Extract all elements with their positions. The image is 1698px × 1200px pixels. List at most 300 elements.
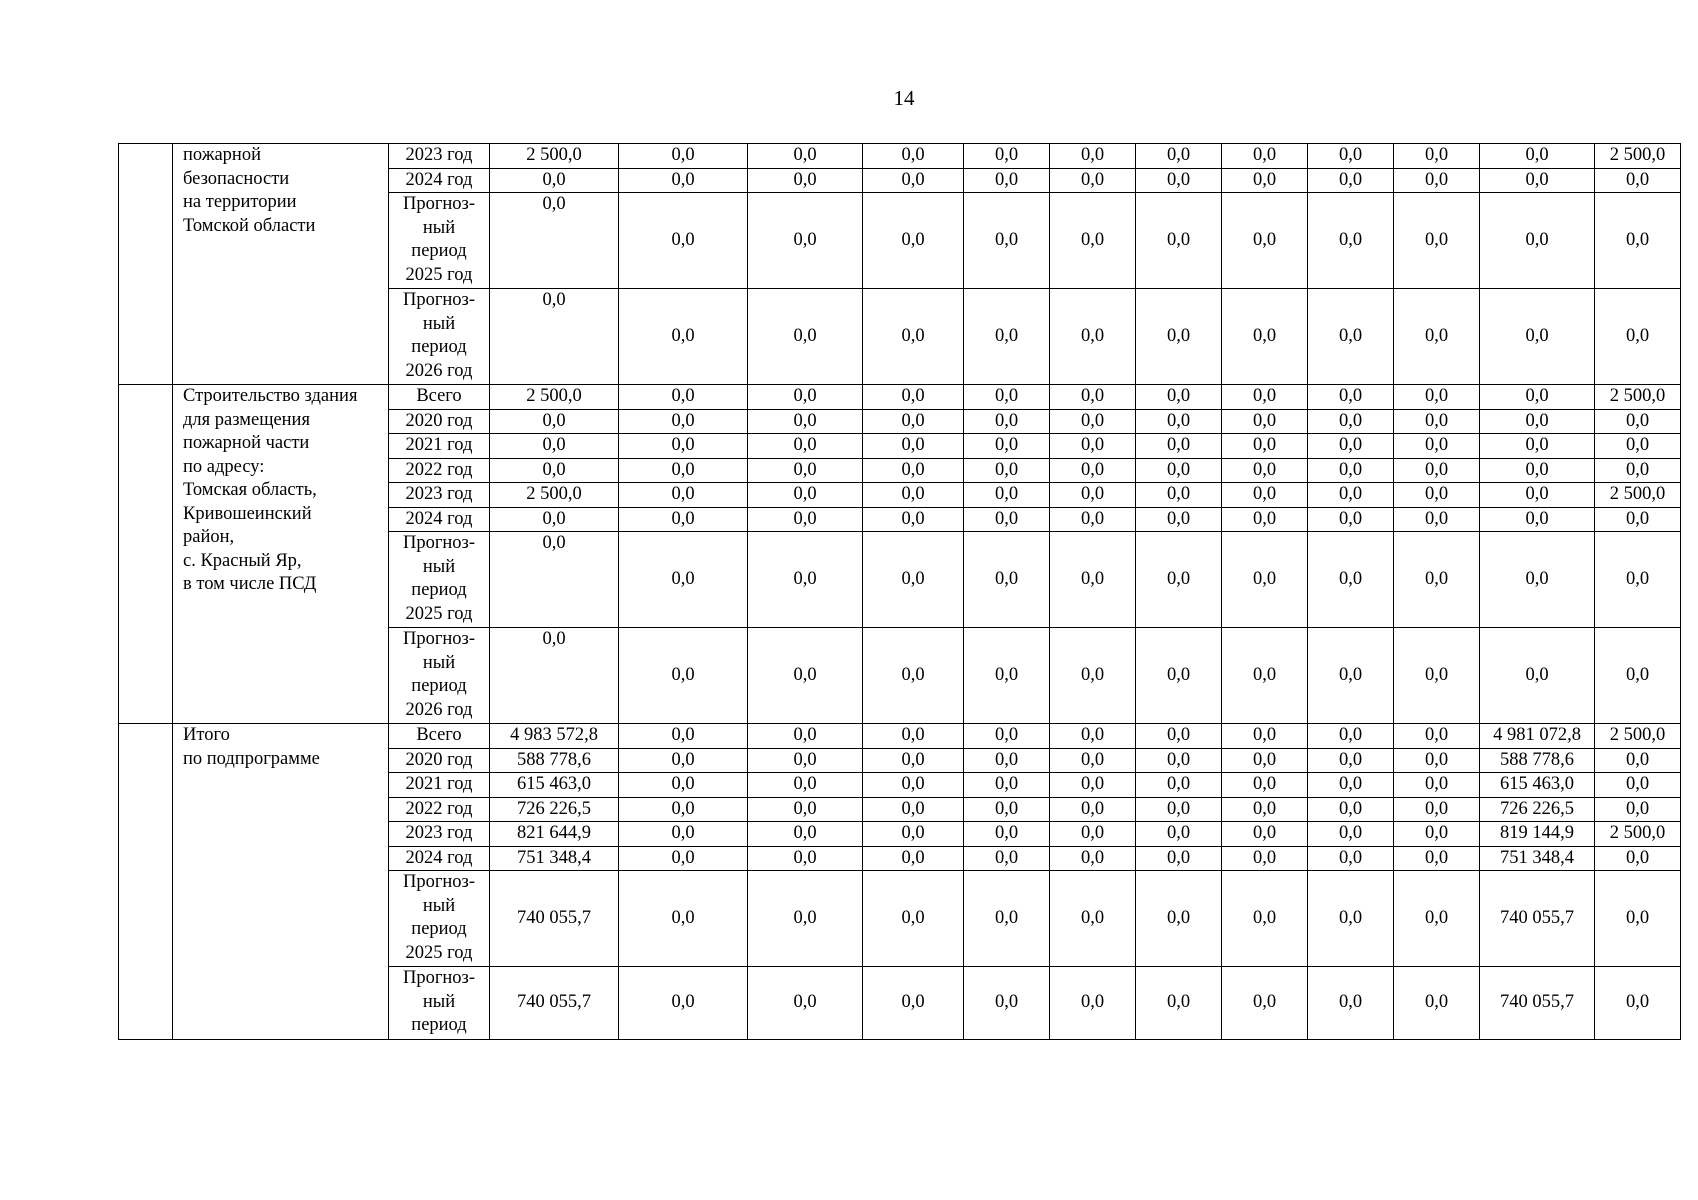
value-cell: 0,0	[619, 144, 748, 169]
period-cell	[389, 628, 490, 724]
total-cell: 615 463,0	[490, 773, 619, 798]
value-cell: 0,0	[619, 385, 748, 410]
value-cell: 0,0	[964, 193, 1050, 289]
value-cell: 0,0	[1222, 748, 1308, 773]
value-cell: 2 500,0	[1595, 822, 1681, 847]
period-cell	[389, 458, 490, 483]
period-cell	[389, 748, 490, 773]
item-name-line: в том числе ПСД	[183, 574, 317, 594]
period-line: период	[411, 241, 467, 261]
value-cell: 0,0	[619, 458, 748, 483]
value-cell: 0,0	[748, 507, 863, 532]
value-cell: 0,0	[863, 193, 964, 289]
value-cell: 0,0	[1480, 144, 1595, 169]
period-cell	[389, 289, 490, 385]
value-cell: 0,0	[1050, 434, 1136, 459]
value-cell: 0,0	[1222, 168, 1308, 193]
period-line: 2023 год	[405, 145, 473, 165]
value-cell: 0,0	[1308, 773, 1394, 798]
value-cell: 0,0	[863, 773, 964, 798]
value-cell: 2 500,0	[1595, 385, 1681, 410]
period-line: 2025 год	[405, 264, 473, 285]
item-name-line: по подпрограмме	[183, 748, 320, 769]
value-cell: 0,0	[1480, 168, 1595, 193]
value-cell: 0,0	[619, 532, 748, 628]
item-name-cell	[173, 144, 389, 385]
period-cell	[389, 168, 490, 193]
period-line: 2021 год	[405, 435, 473, 455]
value-cell: 0,0	[748, 846, 863, 871]
value-cell: 2 500,0	[1595, 144, 1681, 169]
value-cell: 0,0	[1308, 532, 1394, 628]
value-cell: 0,0	[1394, 168, 1480, 193]
total-cell: 2 500,0	[490, 144, 619, 169]
value-cell: 0,0	[1136, 434, 1222, 459]
value-cell: 0,0	[964, 724, 1050, 749]
value-cell: 0,0	[1308, 628, 1394, 724]
period-line: 2020 год	[405, 749, 473, 770]
value-cell: 0,0	[1595, 967, 1681, 1040]
value-cell: 0,0	[1050, 628, 1136, 724]
item-name-line: на территории	[183, 192, 297, 212]
value-cell: 0,0	[619, 846, 748, 871]
value-cell: 0,0	[1595, 168, 1681, 193]
value-cell: 0,0	[1222, 458, 1308, 483]
value-cell: 0,0	[748, 434, 863, 459]
value-cell: 0,0	[1050, 168, 1136, 193]
value-cell: 0,0	[619, 289, 748, 385]
period-cell	[389, 483, 490, 508]
value-cell: 0,0	[964, 773, 1050, 798]
value-cell: 0,0	[619, 773, 748, 798]
value-cell: 0,0	[1595, 193, 1681, 289]
value-cell: 0,0	[1394, 483, 1480, 508]
value-cell: 0,0	[863, 483, 964, 508]
value-cell: 0,0	[863, 434, 964, 459]
period-cell	[389, 532, 490, 628]
value-cell: 0,0	[1595, 532, 1681, 628]
total-cell: 2 500,0	[490, 483, 619, 508]
value-cell: 0,0	[1480, 458, 1595, 483]
value-cell: 0,0	[1222, 507, 1308, 532]
value-cell: 0,0	[1308, 168, 1394, 193]
period-line: период	[411, 337, 467, 357]
value-cell: 0,0	[1222, 289, 1308, 385]
total-cell: 0,0	[490, 458, 619, 483]
value-cell: 0,0	[964, 385, 1050, 410]
value-cell: 0,0	[748, 532, 863, 628]
period-cell	[389, 773, 490, 798]
value-cell: 0,0	[1394, 507, 1480, 532]
period-cell	[389, 434, 490, 459]
value-cell: 0,0	[1136, 846, 1222, 871]
value-cell: 0,0	[1394, 967, 1480, 1040]
value-cell: 0,0	[1308, 458, 1394, 483]
item-name-line: пожарной	[183, 145, 261, 165]
item-name-cell	[173, 724, 389, 1040]
budget-table	[118, 143, 1681, 1040]
period-cell	[389, 724, 490, 749]
value-cell: 0,0	[1480, 289, 1595, 385]
value-cell: 0,0	[1480, 193, 1595, 289]
value-cell: 0,0	[1136, 724, 1222, 749]
value-cell: 0,0	[1050, 409, 1136, 434]
value-cell: 0,0	[1136, 458, 1222, 483]
period-line: 2023 год	[405, 823, 473, 843]
value-cell: 0,0	[863, 532, 964, 628]
value-cell: 0,0	[1050, 385, 1136, 410]
value-cell: 0,0	[1394, 797, 1480, 822]
period-line: Прогноз-	[402, 968, 476, 988]
value-cell: 0,0	[1394, 385, 1480, 410]
page-number: 14	[893, 86, 915, 110]
value-cell: 0,0	[1222, 409, 1308, 434]
item-name-line: пожарной части	[183, 433, 310, 453]
value-cell: 0,0	[748, 748, 863, 773]
value-cell: 0,0	[1308, 724, 1394, 749]
value-cell: 0,0	[619, 507, 748, 532]
period-line: ный	[422, 991, 456, 1012]
period-cell	[389, 797, 490, 822]
value-cell: 0,0	[748, 458, 863, 483]
table-row	[119, 724, 1681, 749]
value-cell: 0,0	[1394, 193, 1480, 289]
value-cell: 0,0	[1050, 797, 1136, 822]
value-cell: 0,0	[1222, 724, 1308, 749]
value-cell: 0,0	[619, 967, 748, 1040]
value-cell: 0,0	[964, 532, 1050, 628]
item-name-line: для размещения	[183, 409, 310, 430]
value-cell: 0,0	[619, 822, 748, 847]
value-cell: 0,0	[1308, 967, 1394, 1040]
period-line: 2026 год	[405, 699, 473, 720]
value-cell: 0,0	[1595, 409, 1681, 434]
value-cell: 0,0	[1308, 289, 1394, 385]
value-cell: 0,0	[748, 822, 863, 847]
row-number-cell	[119, 144, 173, 385]
value-cell: 0,0	[1136, 871, 1222, 967]
period-line: 2025 год	[405, 942, 473, 963]
value-cell: 0,0	[748, 628, 863, 724]
value-cell: 2 500,0	[1595, 724, 1681, 749]
value-cell: 0,0	[964, 507, 1050, 532]
value-cell: 0,0	[1394, 434, 1480, 459]
value-cell: 0,0	[619, 797, 748, 822]
period-line: Прогноз-	[402, 290, 476, 310]
period-line: период	[411, 580, 467, 600]
item-name-line: район,	[183, 527, 235, 547]
value-cell: 0,0	[748, 871, 863, 967]
total-cell: 0,0	[490, 289, 619, 385]
value-cell: 0,0	[1136, 797, 1222, 822]
value-cell: 0,0	[1480, 483, 1595, 508]
value-cell: 0,0	[1222, 822, 1308, 847]
value-cell: 0,0	[1394, 532, 1480, 628]
period-cell	[389, 507, 490, 532]
value-cell: 0,0	[1136, 483, 1222, 508]
value-cell: 0,0	[964, 434, 1050, 459]
period-line: ный	[422, 652, 456, 673]
value-cell: 0,0	[863, 871, 964, 967]
period-cell	[389, 385, 490, 410]
item-name-line: Кривошеинский	[183, 503, 312, 524]
value-cell: 0,0	[1595, 628, 1681, 724]
period-line: 2024 год	[405, 169, 473, 190]
value-cell: 0,0	[748, 409, 863, 434]
value-cell: 2 500,0	[1595, 483, 1681, 508]
value-cell: 0,0	[1050, 822, 1136, 847]
value-cell: 0,0	[748, 144, 863, 169]
value-cell: 0,0	[1394, 773, 1480, 798]
period-line: период	[411, 919, 467, 939]
value-cell: 0,0	[1222, 193, 1308, 289]
value-cell: 0,0	[1308, 193, 1394, 289]
value-cell: 0,0	[1050, 846, 1136, 871]
period-line: 2020 год	[405, 410, 473, 431]
period-line: 2022 год	[405, 459, 473, 480]
value-cell: 0,0	[1136, 289, 1222, 385]
value-cell: 0,0	[863, 507, 964, 532]
period-cell	[389, 846, 490, 871]
value-cell: 0,0	[1595, 507, 1681, 532]
row-number-cell	[119, 724, 173, 1040]
value-cell: 0,0	[1308, 822, 1394, 847]
total-cell: 0,0	[490, 507, 619, 532]
value-cell: 0,0	[1595, 773, 1681, 798]
value-cell: 0,0	[1308, 483, 1394, 508]
period-line: ный	[422, 556, 456, 577]
value-cell: 0,0	[1050, 483, 1136, 508]
total-cell: 0,0	[490, 409, 619, 434]
value-cell: 0,0	[1136, 748, 1222, 773]
value-cell: 0,0	[964, 628, 1050, 724]
value-cell: 0,0	[1394, 871, 1480, 967]
value-cell: 0,0	[1308, 871, 1394, 967]
value-cell: 0,0	[1050, 871, 1136, 967]
period-cell	[389, 409, 490, 434]
value-cell: 0,0	[863, 967, 964, 1040]
value-cell: 0,0	[1480, 532, 1595, 628]
value-cell: 0,0	[619, 193, 748, 289]
value-cell: 0,0	[1480, 507, 1595, 532]
period-line: 2024 год	[405, 847, 473, 868]
period-line: 2022 год	[405, 798, 473, 819]
value-cell: 740 055,7	[1480, 967, 1595, 1040]
value-cell: 4 981 072,8	[1480, 724, 1595, 749]
value-cell: 615 463,0	[1480, 773, 1595, 798]
value-cell: 751 348,4	[1480, 846, 1595, 871]
value-cell: 0,0	[1136, 822, 1222, 847]
period-line: Прогноз-	[402, 194, 476, 214]
value-cell: 0,0	[748, 193, 863, 289]
period-line: Прогноз-	[402, 629, 476, 649]
value-cell: 0,0	[1222, 434, 1308, 459]
value-cell: 0,0	[964, 409, 1050, 434]
value-cell: 0,0	[1136, 385, 1222, 410]
value-cell: 0,0	[1222, 871, 1308, 967]
value-cell: 0,0	[619, 628, 748, 724]
period-line: период	[411, 676, 467, 696]
value-cell: 0,0	[1308, 748, 1394, 773]
value-cell: 0,0	[619, 168, 748, 193]
value-cell: 0,0	[863, 385, 964, 410]
value-cell: 0,0	[619, 434, 748, 459]
value-cell: 0,0	[1308, 434, 1394, 459]
value-cell: 0,0	[1480, 409, 1595, 434]
value-cell: 0,0	[1050, 967, 1136, 1040]
value-cell: 0,0	[748, 797, 863, 822]
value-cell: 0,0	[863, 724, 964, 749]
value-cell: 0,0	[964, 458, 1050, 483]
value-cell: 0,0	[1050, 773, 1136, 798]
value-cell: 0,0	[619, 409, 748, 434]
value-cell: 0,0	[748, 289, 863, 385]
value-cell: 0,0	[1222, 846, 1308, 871]
value-cell: 0,0	[1136, 193, 1222, 289]
value-cell: 0,0	[1308, 797, 1394, 822]
value-cell: 0,0	[964, 846, 1050, 871]
value-cell: 0,0	[1222, 797, 1308, 822]
total-cell: 588 778,6	[490, 748, 619, 773]
total-cell: 0,0	[490, 193, 619, 289]
period-line: 2024 год	[405, 508, 473, 529]
value-cell: 0,0	[964, 144, 1050, 169]
value-cell: 0,0	[1136, 628, 1222, 724]
value-cell: 0,0	[1136, 773, 1222, 798]
value-cell: 0,0	[1308, 409, 1394, 434]
value-cell: 0,0	[964, 822, 1050, 847]
value-cell: 0,0	[964, 967, 1050, 1040]
value-cell: 0,0	[863, 144, 964, 169]
period-line: 2023 год	[405, 484, 473, 504]
row-number-cell	[119, 385, 173, 724]
period-line: 2025 год	[405, 603, 473, 624]
value-cell: 0,0	[748, 168, 863, 193]
value-cell: 0,0	[1136, 409, 1222, 434]
value-cell: 0,0	[863, 846, 964, 871]
value-cell: 0,0	[1308, 507, 1394, 532]
period-line: Прогноз-	[402, 533, 476, 553]
period-line: ный	[422, 895, 456, 916]
value-cell: 0,0	[1050, 458, 1136, 483]
period-line: 2026 год	[405, 360, 473, 381]
period-line: ный	[422, 313, 456, 334]
value-cell: 0,0	[1050, 193, 1136, 289]
value-cell: 0,0	[1595, 434, 1681, 459]
value-cell: 0,0	[748, 385, 863, 410]
table-row	[119, 144, 1681, 169]
value-cell: 0,0	[863, 797, 964, 822]
value-cell: 0,0	[964, 797, 1050, 822]
value-cell: 0,0	[964, 483, 1050, 508]
value-cell: 0,0	[1308, 144, 1394, 169]
total-cell: 0,0	[490, 168, 619, 193]
value-cell: 0,0	[1394, 822, 1480, 847]
value-cell: 0,0	[1136, 168, 1222, 193]
value-cell: 0,0	[1136, 507, 1222, 532]
item-name-line: Строительство здания	[183, 386, 358, 406]
item-name-line: Итого	[183, 725, 230, 745]
value-cell: 0,0	[1050, 748, 1136, 773]
period-line: Прогноз-	[402, 872, 476, 892]
value-cell: 0,0	[1394, 628, 1480, 724]
value-cell: 726 226,5	[1480, 797, 1595, 822]
value-cell: 0,0	[1050, 507, 1136, 532]
total-cell: 726 226,5	[490, 797, 619, 822]
value-cell: 0,0	[1050, 144, 1136, 169]
value-cell: 0,0	[863, 822, 964, 847]
value-cell: 0,0	[1394, 724, 1480, 749]
value-cell: 0,0	[619, 871, 748, 967]
value-cell: 0,0	[964, 748, 1050, 773]
period-cell	[389, 144, 490, 169]
value-cell: 0,0	[1222, 144, 1308, 169]
value-cell: 0,0	[1308, 846, 1394, 871]
value-cell: 0,0	[1480, 434, 1595, 459]
value-cell: 0,0	[863, 458, 964, 483]
value-cell: 0,0	[1595, 458, 1681, 483]
total-cell: 751 348,4	[490, 846, 619, 871]
value-cell: 0,0	[964, 871, 1050, 967]
total-cell: 0,0	[490, 628, 619, 724]
value-cell: 0,0	[1222, 773, 1308, 798]
value-cell: 0,0	[1595, 289, 1681, 385]
total-cell: 0,0	[490, 434, 619, 459]
value-cell: 0,0	[1394, 458, 1480, 483]
value-cell: 819 144,9	[1480, 822, 1595, 847]
value-cell: 588 778,6	[1480, 748, 1595, 773]
value-cell: 0,0	[964, 289, 1050, 385]
value-cell: 0,0	[863, 168, 964, 193]
value-cell: 0,0	[748, 724, 863, 749]
value-cell: 0,0	[1136, 144, 1222, 169]
item-name-line: с. Красный Яр,	[183, 550, 302, 571]
total-cell: 0,0	[490, 532, 619, 628]
value-cell: 0,0	[863, 628, 964, 724]
total-cell: 821 644,9	[490, 822, 619, 847]
value-cell: 0,0	[1394, 846, 1480, 871]
value-cell: 0,0	[748, 967, 863, 1040]
value-cell: 0,0	[1595, 797, 1681, 822]
value-cell: 0,0	[748, 773, 863, 798]
value-cell: 0,0	[1394, 144, 1480, 169]
value-cell: 0,0	[1595, 748, 1681, 773]
value-cell: 0,0	[1308, 385, 1394, 410]
period-cell	[389, 871, 490, 967]
value-cell: 0,0	[1480, 385, 1595, 410]
value-cell: 0,0	[748, 483, 863, 508]
value-cell: 0,0	[1222, 483, 1308, 508]
value-cell: 0,0	[1050, 724, 1136, 749]
value-cell: 0,0	[1050, 289, 1136, 385]
value-cell: 0,0	[1394, 409, 1480, 434]
value-cell: 0,0	[1136, 532, 1222, 628]
period-line: период	[411, 1015, 467, 1035]
table-row	[119, 385, 1681, 410]
value-cell: 0,0	[1050, 532, 1136, 628]
item-name-line: Томская область,	[183, 480, 317, 500]
value-cell: 0,0	[1222, 967, 1308, 1040]
period-cell	[389, 193, 490, 289]
item-name-line: Томской области	[183, 215, 316, 236]
value-cell: 0,0	[1222, 532, 1308, 628]
item-name-line: по адресу:	[183, 456, 265, 477]
total-cell: 4 983 572,8	[490, 724, 619, 749]
period-cell	[389, 967, 490, 1040]
period-line: Всего	[416, 386, 462, 406]
value-cell: 0,0	[1595, 871, 1681, 967]
value-cell: 0,0	[1222, 385, 1308, 410]
